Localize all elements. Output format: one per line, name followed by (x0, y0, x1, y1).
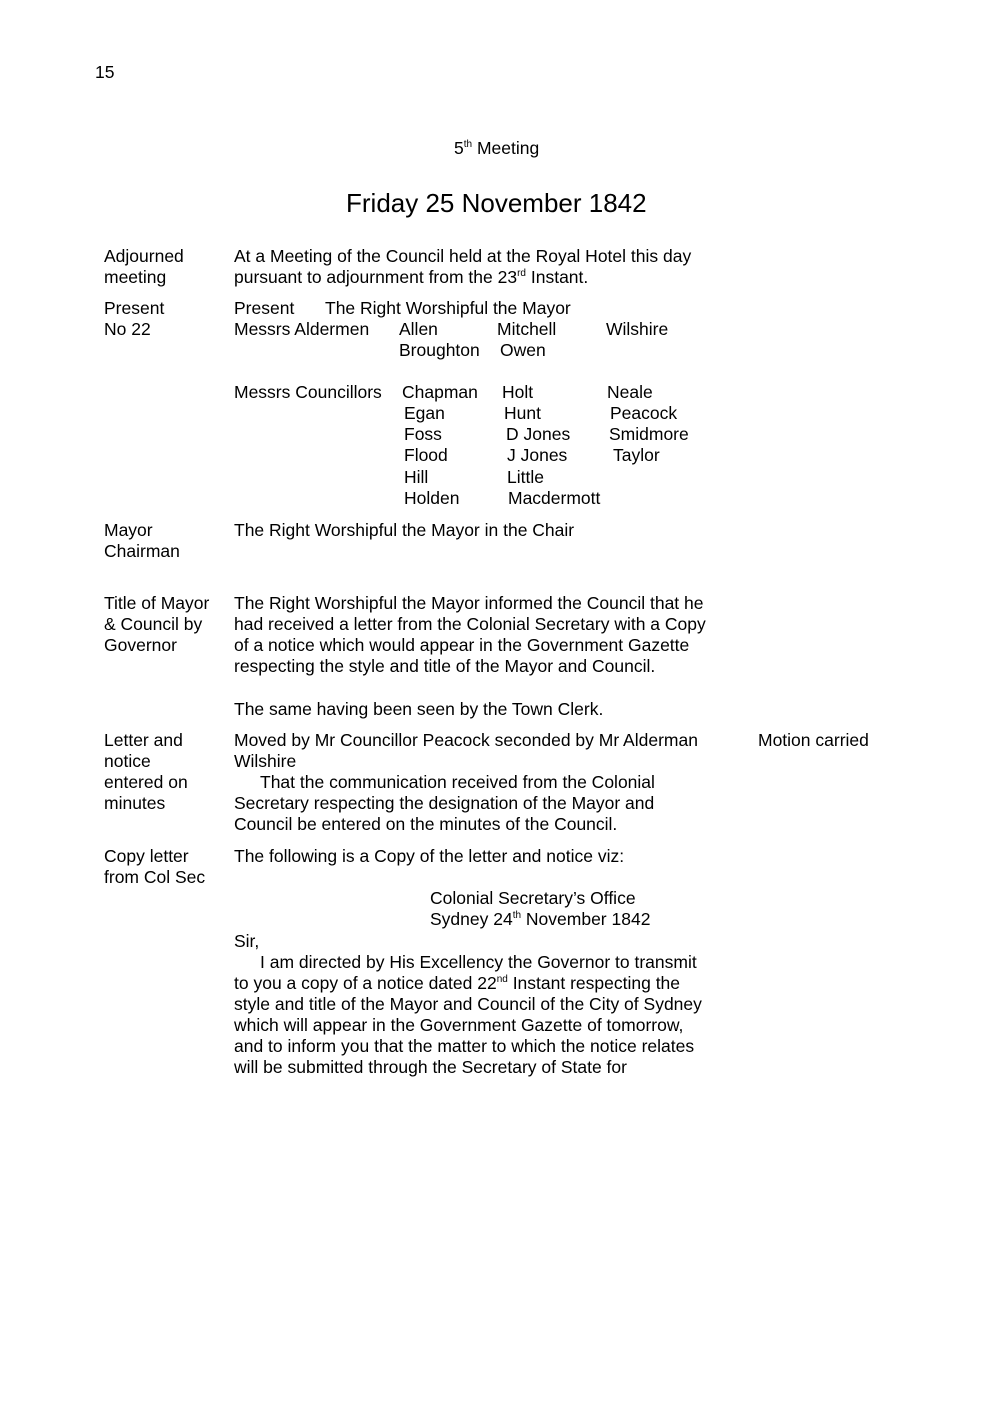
letter-body-line (234, 973, 680, 994)
councillor-name: D Jones (506, 424, 571, 444)
councillor-name: Smidmore (609, 424, 689, 444)
present-mayor: The Right Worshipful the Mayor (325, 298, 571, 318)
margin-note-title: & Council by (104, 614, 203, 634)
letter-body-text: Instant respecting the (507, 973, 681, 993)
meeting-ordinal-suffix: th (463, 139, 473, 151)
present-label: Present (234, 298, 295, 318)
alderman-name: Owen (500, 340, 546, 360)
motion-line: Secretary respecting the designation of the Mayor and (234, 793, 655, 813)
alderman-name: Allen (399, 319, 438, 339)
letter-office: Colonial Secretary’s Office (430, 888, 636, 908)
motion-line: Council be entered on the minutes of the Council. (234, 814, 618, 834)
margin-note-present: Present (104, 298, 165, 318)
letter-date (430, 909, 650, 930)
margin-note-present-count: No 22 (104, 319, 151, 339)
copy-intro: The following is a Copy of the letter and notice viz: (234, 846, 625, 866)
councillor-name: Little (507, 467, 544, 487)
meeting-heading (454, 138, 539, 159)
margin-note-letter: notice (104, 751, 151, 771)
aldermen-label: Messrs Aldermen (234, 319, 370, 339)
page-number: 15 (95, 62, 115, 82)
councillors-label: Messrs Councillors (234, 382, 382, 402)
letter-body-line: and to inform you that the matter to which the notice relates (234, 1036, 695, 1056)
ordinal-suffix: nd (496, 974, 508, 986)
margin-note-mayor: Mayor (104, 520, 153, 540)
adjourned-line: At a Meeting of the Council held at the Royal Hotel this day (234, 246, 692, 266)
title-paragraph-line: respecting the style and title of the Mayor and Council. (234, 656, 656, 676)
councillor-name: Holden (404, 488, 460, 508)
margin-note-title: Title of Mayor (104, 593, 210, 613)
councillor-name: Chapman (402, 382, 478, 402)
adjourned-text: pursuant to adjournment from the 23 (234, 267, 518, 287)
alderman-name: Wilshire (606, 319, 669, 339)
margin-note-mayor: Chairman (104, 541, 180, 561)
meeting-word: Meeting (476, 138, 540, 158)
letter-body-line: I am directed by His Excellency the Governor to transmit (260, 952, 697, 972)
councillor-name: Taylor (613, 445, 660, 465)
town-clerk-line: The same having been seen by the Town Clerk. (234, 699, 604, 719)
title-paragraph-line: of a notice which would appear in the Government Gazette (234, 635, 690, 655)
meeting-ordinal: 5 (454, 138, 464, 158)
councillor-name: Foss (404, 424, 442, 444)
page-title: Friday 25 November 1842 (346, 188, 647, 218)
ordinal-suffix: rd (517, 268, 526, 280)
motion-line: Moved by Mr Councillor Peacock seconded by Mr Alderman (234, 730, 698, 750)
ordinal-suffix: th (512, 910, 522, 922)
margin-note-copy: from Col Sec (104, 867, 206, 887)
letter-date-text: Sydney 24 (430, 909, 513, 929)
councillor-name: Macdermott (508, 488, 601, 508)
alderman-name: Mitchell (497, 319, 557, 339)
motion-line: Wilshire (234, 751, 297, 771)
letter-salutation: Sir, (234, 931, 260, 951)
councillor-name: Peacock (610, 403, 678, 423)
margin-note-letter: Letter and (104, 730, 183, 750)
margin-note-title: Governor (104, 635, 177, 655)
title-paragraph-line: had received a letter from the Colonial Secretary with a Copy (234, 614, 706, 634)
motion-line: That the communication received from the Colonial (260, 772, 655, 792)
letter-body-line: will be submitted through the Secretary of State for (234, 1057, 627, 1077)
title-paragraph-line: The Right Worshipful the Mayor informed the Council that he (234, 593, 704, 613)
councillor-name: Neale (607, 382, 653, 402)
adjourned-text: Instant. (526, 267, 589, 287)
margin-note-adjourned: meeting (104, 267, 167, 287)
councillor-name: Holt (502, 382, 534, 402)
chair-line: The Right Worshipful the Mayor in the Chair (234, 520, 575, 540)
councillor-name: Egan (404, 403, 445, 423)
councillor-name: Flood (404, 445, 448, 465)
margin-note-letter: entered on (104, 772, 188, 792)
letter-body-line: which will appear in the Government Gazette of tomorrow, (234, 1015, 684, 1035)
adjourned-line (234, 267, 588, 288)
motion-result: Motion carried (758, 730, 869, 750)
margin-note-adjourned: Adjourned (104, 246, 184, 266)
councillor-name: Hill (404, 467, 429, 487)
letter-date-text: November 1842 (521, 909, 651, 929)
margin-note-letter: minutes (104, 793, 166, 813)
alderman-name: Broughton (399, 340, 480, 360)
letter-body-line: style and title of the Mayor and Council of the City of Sydney (234, 994, 702, 1014)
councillor-name: Hunt (504, 403, 541, 423)
letter-body-text: to you a copy of a notice dated 22 (234, 973, 497, 993)
margin-note-copy: Copy letter (104, 846, 189, 866)
councillor-name: J Jones (507, 445, 568, 465)
